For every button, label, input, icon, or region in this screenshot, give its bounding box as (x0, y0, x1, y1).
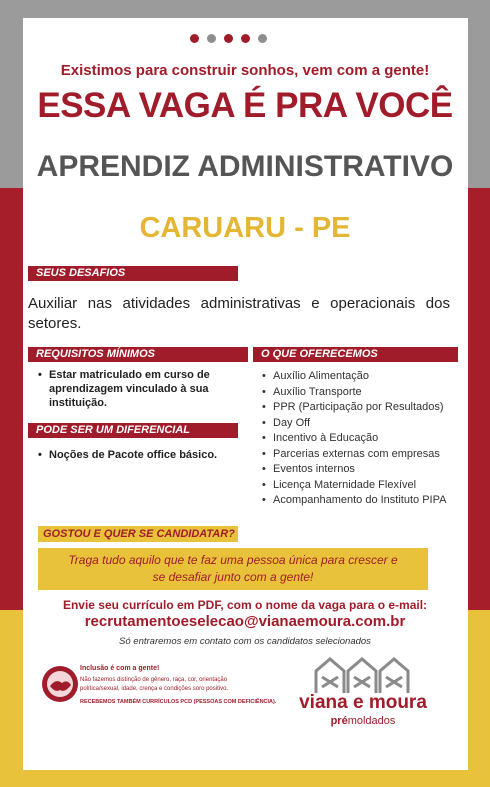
email-link[interactable]: recrutamentoeselecao@vianaemoura.com.br (84, 613, 406, 630)
list-item: • Auxílio Transporte (262, 385, 462, 401)
cta-line: se desafiar junto com a gente! (152, 570, 314, 584)
list-item: • Auxílio Alimentação (262, 369, 462, 385)
section-diferencial-title: PODE SER UM DIFERENCIAL (28, 423, 238, 438)
brand-logo-name: viana e moura (299, 692, 427, 713)
carousel-dots[interactable] (190, 34, 267, 43)
requisitos-list (38, 368, 243, 410)
oferecemos-list (262, 369, 462, 509)
list-item: • Incentivo à Educação (262, 431, 462, 447)
inclusion-pcd-note: RECEBEMOS TAMBÉM CURRÍCULOS PCD (PESSOAS COM DEFICIÊNCIA). (80, 699, 277, 705)
section-oferecemos-title: O QUE OFERECEMOS (253, 347, 458, 362)
list-item: • Parcerias externas com empresas (262, 447, 462, 463)
list-item: • Eventos internos (262, 462, 462, 478)
list-item: • Estar matriculado em curso de aprendizagem vinculado à sua instituição. (38, 368, 243, 410)
cta-line: Traga tudo aquilo que te faz uma pessoa única para crescer e (68, 553, 398, 567)
contact-note: Só entraremos em contato com os candidatos selecionados (119, 636, 371, 647)
carousel-dot[interactable] (207, 34, 216, 43)
cta-title: GOSTOU E QUER SE CANDIDATAR? (38, 526, 238, 542)
inclusion-line: política/sexual, idade, crença e condições soro positivo. (80, 685, 229, 692)
job-title: APRENDIZ ADMINISTRATIVO (36, 150, 454, 183)
section-requisitos-title: REQUISITOS MÍNIMOS (28, 347, 248, 362)
carousel-dot[interactable] (190, 34, 199, 43)
diferencial-list (38, 448, 248, 462)
headline: ESSA VAGA É PRA VOCÊ (37, 86, 453, 125)
section-desafios-title: SEUS DESAFIOS (28, 266, 238, 281)
tagline: Existimos para construir sonhos, vem com a gente! (60, 62, 430, 79)
list-item: • Noções de Pacote office básico. (38, 448, 248, 462)
inclusion-text (80, 676, 280, 693)
carousel-dot[interactable] (258, 34, 267, 43)
list-item: • PPR (Participação por Resultados) (262, 400, 462, 416)
brand-logo-subtitle (288, 715, 438, 727)
cta-message (38, 548, 428, 590)
brand-logo-subtitle-rest: moldados (347, 715, 396, 727)
carousel-dot[interactable] (224, 34, 233, 43)
list-item: • Acompanhamento do Instituto PIPA (262, 493, 462, 509)
list-item: • Licença Maternidade Flexível (262, 478, 462, 494)
brand-logo-subtitle-bold: pré (330, 715, 348, 727)
carousel-dot[interactable] (241, 34, 250, 43)
houses-logo-icon (312, 655, 412, 695)
inclusion-line: Não fazemos distinção de gênero, raça, cor, orientação (80, 677, 228, 683)
inclusion-hands-icon (40, 664, 80, 704)
send-instruction: Envie seu currículo em PDF, com o nome da vaga para o e-mail: (62, 598, 428, 612)
job-location: CARUARU - PE (139, 212, 351, 244)
list-item: • Day Off (262, 416, 462, 432)
inclusion-title: Inclusão é com a gente! (80, 665, 160, 672)
desafios-text: Auxiliar nas atividades administrativas e operacionais dos setores. (28, 295, 450, 332)
